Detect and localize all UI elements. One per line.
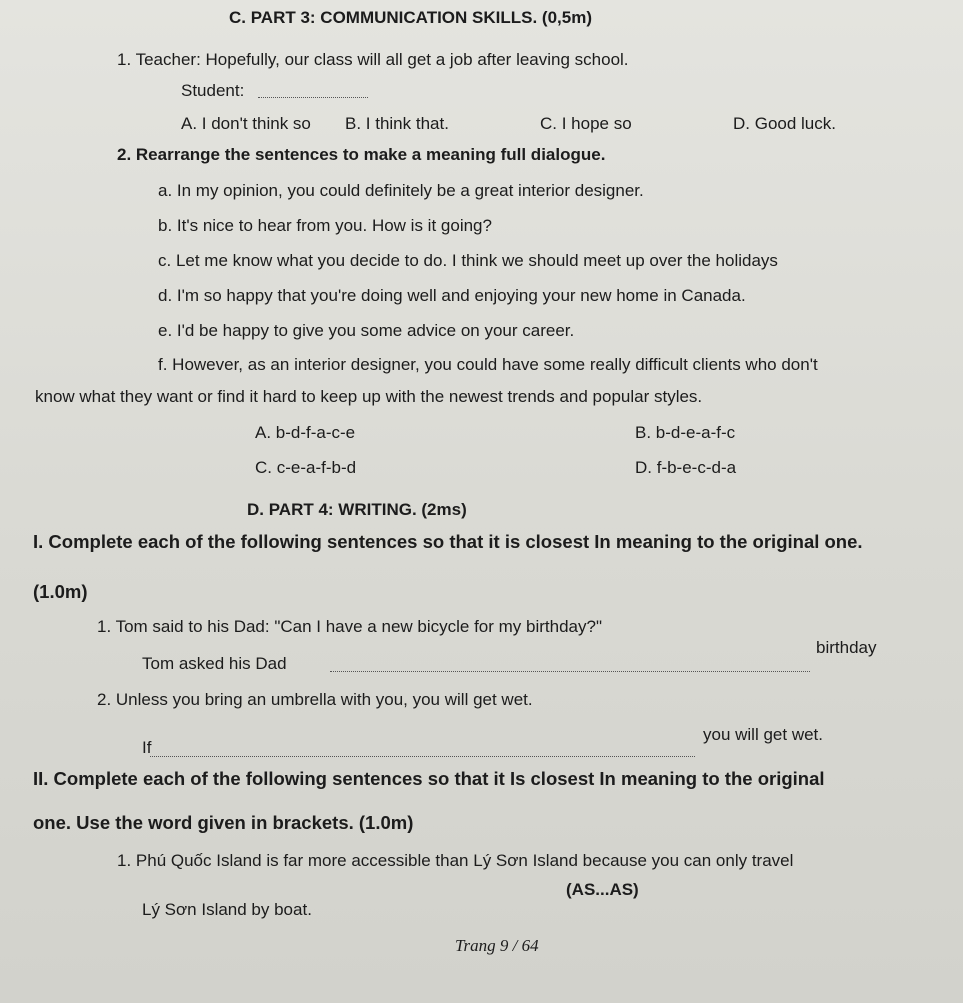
q2-sentence-e: e. I'd be happy to give you some advice on your career. (158, 321, 575, 340)
part-ii-q1-prompt: 1. Phú Quốc Island is far more accessible than Lý Sơn Island because you can only travel (117, 851, 794, 870)
q2-heading: 2. Rearrange the sentences to make a meaning full dialogue. (117, 145, 606, 164)
part-i-instruction-line2: (1.0m) (33, 581, 88, 602)
q2-option-b: B. b-d-e-a-f-c (635, 423, 736, 442)
part-ii-instruction-line1: II. Complete each of the following sentences so that it Is closest In meaning to the original (33, 768, 825, 789)
section-c-heading: C. PART 3: COMMUNICATION SKILLS. (0,5m) (229, 8, 592, 27)
part-i-q2-prompt: 2. Unless you bring an umbrella with you, you will get wet. (97, 690, 533, 709)
q2-option-d: D. f-b-e-c-d-a (635, 458, 737, 477)
q2-sentence-a: a. In my opinion, you could definitely be a great interior designer. (158, 181, 644, 200)
q1-option-a: A. I don't think so (181, 114, 311, 133)
q1-option-d: D. Good luck. (733, 114, 836, 133)
part-ii-instruction-line2: one. Use the word given in brackets. (1.0m) (33, 812, 414, 833)
q2-sentence-f-line2: know what they want or find it hard to keep up with the newest trends and popular styles. (35, 387, 703, 406)
part-ii-q1-start: Lý Sơn Island by boat. (142, 900, 312, 919)
q1-answer-blank (258, 97, 368, 98)
part-i-q1-start: Tom asked his Dad (142, 654, 287, 673)
part-i-q1-answer-blank (330, 671, 810, 672)
q2-option-c: C. c-e-a-f-b-d (255, 458, 357, 477)
q1-option-c: C. I hope so (540, 114, 632, 133)
part-i-q2-start: If (142, 738, 152, 757)
section-d-heading: D. PART 4: WRITING. (2ms) (247, 500, 467, 519)
q2-sentence-f-line1: f. However, as an interior designer, you could have some really difficult clients who don't (158, 355, 818, 374)
part-i-q2-answer-blank (150, 756, 695, 757)
q2-sentence-d: d. I'm so happy that you're doing well and enjoying your new home in Canada. (158, 286, 746, 305)
part-i-q1-prompt: 1. Tom said to his Dad: "Can I have a new bicycle for my birthday?" (97, 617, 602, 636)
q1-prompt: 1. Teacher: Hopefully, our class will all get a job after leaving school. (117, 50, 629, 69)
part-i-instruction-line1: I. Complete each of the following sentences so that it is closest In meaning to the original one. (33, 531, 863, 552)
part-ii-q1-keyword: (AS...AS) (566, 880, 639, 899)
q1-student-label: Student: (181, 81, 245, 100)
q2-sentence-c: c. Let me know what you decide to do. I think we should meet up over the holidays (158, 251, 778, 270)
page-number-footer: Trang 9 / 64 (455, 936, 539, 955)
q2-option-a: A. b-d-f-a-c-e (255, 423, 356, 442)
part-i-q2-end: you will get wet. (703, 725, 823, 744)
q2-sentence-b: b. It's nice to hear from you. How is it going? (158, 216, 492, 235)
q1-option-b: B. I think that. (345, 114, 449, 133)
part-i-q1-end: birthday (816, 638, 877, 657)
